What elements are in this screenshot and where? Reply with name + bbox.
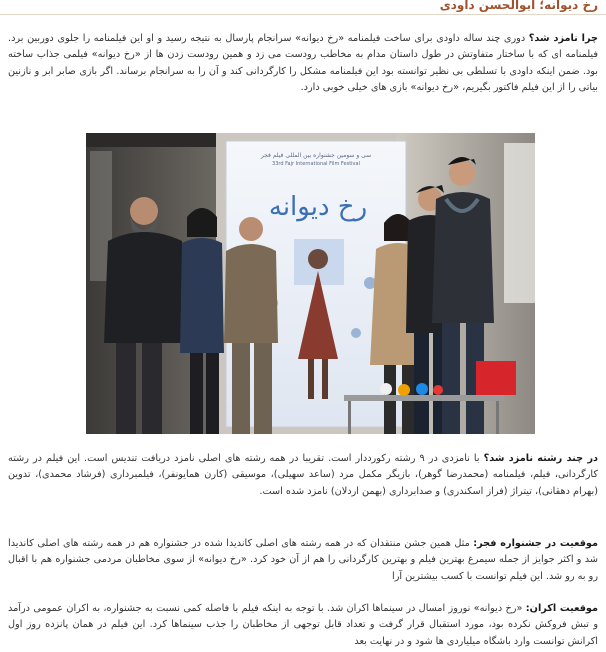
section-why-nominated xyxy=(8,31,598,96)
section-heading: موقعیت اکران: xyxy=(525,603,598,614)
section-fajr-festival xyxy=(8,536,598,585)
photo-illustration xyxy=(86,133,535,434)
section-nominations-count xyxy=(8,451,598,500)
article-title: رخ دیوانه؛ ابوالحسن داودی xyxy=(439,0,598,12)
section-heading: موقعیت در جشنواره فجر: xyxy=(473,538,598,549)
section-body: با نامزدی در ۹ رشته رکورددار است. تقریبا در همه رشته های اصلی نامزد دریافت تندیس است. این فیلم در رشته کارگردانی، فیلم، فیلمنامه (محمدرضا گوهر)، بازیگر مکمل مرد (ساعد سهیلی)، موسیقی (کارن همایونفر)، فیلمبرداری (فرشاد محمدی)، تدوین (بهرام دهقانی)، تیتراژ (فراز اسکندری) و صدابرداری (بهمن اردلان) نامزد شده است. xyxy=(8,453,598,497)
section-screening xyxy=(8,601,598,650)
section-heading: در چند رشته نامزد شد؟ xyxy=(483,453,598,464)
title-strip xyxy=(0,0,606,15)
section-body: دوری چند ساله داودی برای ساخت فیلمنامه «رخ دیوانه» سرانجام پارسال به نتیجه رسید و او این فیلمنامه را جلوی دوربین برد. فیلمنامه ای که با ساختار متفاوتش در طول داستان مدام به مخاطب رودست می زد و همین رودست زدن ها از «رخ دیوانه» فیلمی جذاب ساخته بود. ضمن اینکه داودی با تسلطی بی نظیر توانسته بود این فیلمنامه مشکل را کارگردانی کند و آن را به سرانجام برساند. اگر بازی صابر ابر و نازنین بیاتی را از این فیلم فاکتور بگیریم، «رخ دیوانه» بازی های خیلی خوبی دارد. xyxy=(8,33,598,93)
film-press-photo xyxy=(86,133,535,434)
section-body: «رخ دیوانه» نوروز امسال در سینماها اکران شد. با توجه به اینکه فیلم با فاصله کمی نسبت به جشنواره، به اکران عمومی درآمد و تبش فروکش نکرده بود، مورد استقبال قرار گرفت و تعداد قابل توجهی از مخاطبان را جذب سینماها کرد. این فیلم در همان پانزده روز اول اکرانش توانست وارد باشگاه میلیاردی ها شود و در نهایت بعد xyxy=(8,603,598,647)
poster-title: رخ دیوانه xyxy=(268,192,368,222)
poster-header-en: 33rd Fajr International Film Festival xyxy=(272,161,360,167)
poster-header-fa: سی و سومین جشنواره بین المللی فیلم فجر xyxy=(260,152,372,159)
section-heading: چرا نامزد شد؟ xyxy=(528,33,598,44)
section-body: مثل همین جشن منتقدان که در همه رشته های اصلی کاندیدا شده در جشنواره هم در همه رشته های اصلی کاندیدا شد و اکثر جوایز از جمله سیمرغ بهترین فیلم و بهترین کارگردانی را هم از آن خود کرد. «رخ دیوانه» از سوی مخاطبان مردمی جشنواره هم با اقبال رو به رو شد. این فیلم توانست با کسب بیشترین آرا xyxy=(8,538,598,582)
